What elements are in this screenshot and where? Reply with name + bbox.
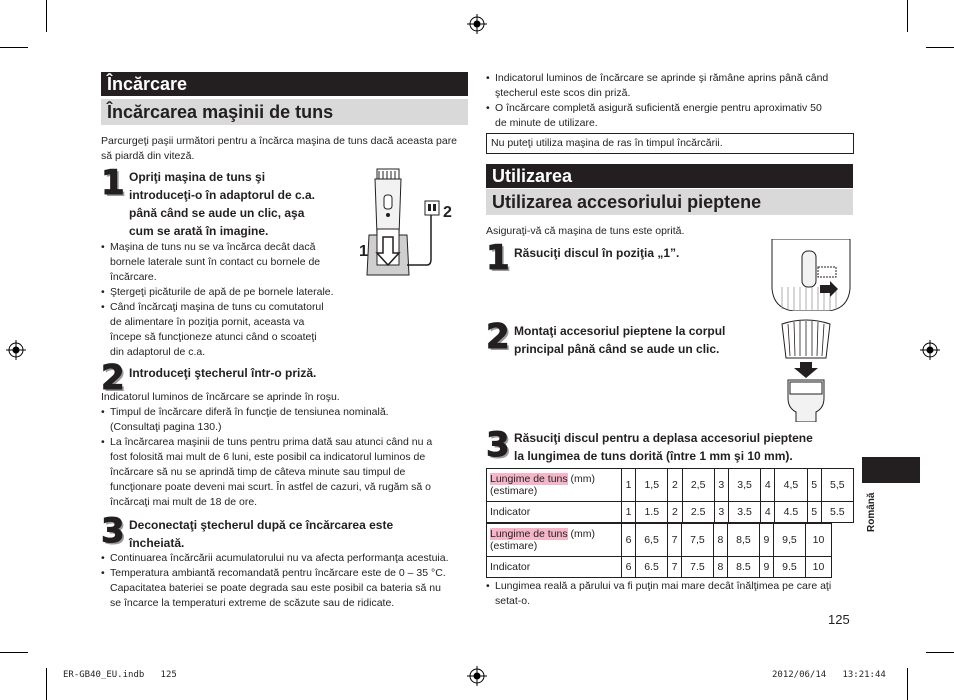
subsection-title-comb: Utilizarea accesoriului pieptene xyxy=(486,189,853,215)
table-cell: 4 xyxy=(761,469,775,502)
registration-mark-icon xyxy=(920,340,940,360)
list-item: • La încărcarea maşinii de tuns pentru prima dată sau atunci când nu a fost folosită mai mult de 6 luni, este posibil ca indicatorul luminos de încărcare să nu se aprindă timp de câteva minute sau timpul de funcţionare poate deveni mai scurt. În astfel de cazuri, vă rugăm să o încărcaţi mai mult de 18 de ore. xyxy=(101,435,466,510)
page-number: 125 xyxy=(828,612,850,627)
right-bottom-bullets xyxy=(486,579,856,609)
step1-bullets xyxy=(101,240,351,360)
right-top-bullets xyxy=(486,71,856,131)
step2-bullets xyxy=(101,405,466,510)
table-cell: 10 xyxy=(805,524,831,557)
table-cell: 3.5 xyxy=(728,502,760,523)
table-cell: 4,5 xyxy=(775,469,807,502)
table-cell: 7 xyxy=(667,557,681,578)
table-cell: 7,5 xyxy=(682,524,714,557)
step3-bullets xyxy=(101,551,469,611)
step1-title: Opriţi maşina de tuns şi introduceţi-o în adaptorul de c.a. până când se aude un clic, aşa cum se arată în imagine. xyxy=(129,170,316,238)
list-item: • Lungimea reală a părului va fi puţin mai mare decât înălţimea pe care aţi setat-o. xyxy=(486,579,856,609)
step-number: 1 xyxy=(486,238,510,278)
step2-text: Indicatorul luminos de încărcare se aprinde în roşu. xyxy=(101,391,340,403)
figure-label-1: 1 xyxy=(359,243,368,260)
table-header-length: Lungime de tuns (mm) (estimare) xyxy=(487,469,622,502)
table-cell: 1 xyxy=(622,469,636,502)
table-row xyxy=(487,557,832,578)
footer-date: 2012/06/14 13:21:44 xyxy=(772,670,886,680)
language-side-tab xyxy=(862,457,920,483)
comb-attachment-illustration xyxy=(776,318,836,422)
figure-label-2: 2 xyxy=(443,204,452,221)
table-cell: 4.5 xyxy=(775,502,807,523)
usage-step3-title: Răsuciţi discul pentru a deplasa accesoriul pieptene la lungimea de tuns dorită (între 1 mm şi 10 mm). xyxy=(514,431,813,463)
table-cell: 8.5 xyxy=(727,557,759,578)
section-title-charging: Încărcare xyxy=(101,72,468,96)
table-cell: 6 xyxy=(622,557,636,578)
note-box: Nu puteţi utiliza maşina de ras în timpul încărcării. xyxy=(486,133,854,154)
footer-file: ER-GB40_EU.indb 125 xyxy=(63,670,177,680)
usage-step1-title: Răsuciţi discul în poziţia „1”. xyxy=(514,246,680,260)
table-header-indicator: Indicator xyxy=(487,557,622,578)
step-number: 2 xyxy=(486,317,510,357)
table-cell: 10 xyxy=(805,557,831,578)
list-item: • Temperatura ambiantă recomandată pentru încărcare este de 0 – 35 °C. Capacitatea bateriei se poate degrada sau este posibil ca bateria să nu se încarce la temperaturi extreme de scăzute sau de ridicate. xyxy=(101,566,469,611)
table-cell: 3 xyxy=(714,502,728,523)
step-number: 2 xyxy=(101,358,125,398)
usage-step2-title: Montaţi accesoriul pieptene la corpul principal până când se aude un clic. xyxy=(514,324,726,356)
step-number: 3 xyxy=(101,511,125,551)
table-cell: 2,5 xyxy=(682,469,714,502)
table-cell: 6,5 xyxy=(636,524,668,557)
table-cell: 1,5 xyxy=(636,469,668,502)
registration-mark-icon xyxy=(6,340,26,360)
table-cell: 7.5 xyxy=(682,557,714,578)
registration-mark-icon xyxy=(467,666,487,686)
section-title-usage: Utilizarea xyxy=(486,164,853,188)
table-cell: 9.5 xyxy=(773,557,805,578)
table-cell: 1.5 xyxy=(636,502,668,523)
list-item: • O încărcare completă asigură suficientă energie pentru aproximativ 50 de minute de utilizare. xyxy=(486,101,856,131)
language-label: Română xyxy=(866,492,877,532)
dial-illustration xyxy=(768,239,854,311)
table-cell: 2.5 xyxy=(682,502,714,523)
list-item: • Indicatorul luminos de încărcare se aprinde şi rămâne aprins până când ştecherul este scos din priză. xyxy=(486,71,856,101)
table-cell: 8,5 xyxy=(727,524,759,557)
registration-mark-icon xyxy=(467,14,487,34)
step-number: 3 xyxy=(486,425,510,465)
table-cell: 8 xyxy=(713,557,727,578)
cut-length-table-1 xyxy=(486,468,854,523)
table-cell: 9 xyxy=(759,557,773,578)
table-cell: 9 xyxy=(759,524,773,557)
table-row xyxy=(487,469,854,502)
table-cell: 3 xyxy=(714,469,728,502)
table-cell: 5.5 xyxy=(821,502,853,523)
charging-intro: Parcurgeţi paşii următori pentru a încărca maşina de tuns dacă aceasta pare să piardă din viteză. xyxy=(101,135,458,162)
table-cell: 6 xyxy=(622,524,636,557)
list-item: • Continuarea încărcării acumulatorului nu va afecta performanţa acestuia. xyxy=(101,551,469,566)
table-cell: 4 xyxy=(761,502,775,523)
table-cell: 6.5 xyxy=(636,557,668,578)
step2-title: Introduceţi ştecherul într-o priză. xyxy=(129,366,317,380)
table-header-indicator: Indicator xyxy=(487,502,622,523)
table-cell: 5 xyxy=(807,502,821,523)
list-item: • Timpul de încărcare diferă în funcţie de tensiunea nominală. (Consultaţi pagina 130.) xyxy=(101,405,466,435)
trimmer-charging-illustration xyxy=(355,165,465,285)
table-row xyxy=(487,524,832,557)
list-item: • Ştergeţi picăturile de apă de pe bornele laterale. xyxy=(101,285,351,300)
table-cell: 2 xyxy=(668,502,682,523)
table-cell: 8 xyxy=(713,524,727,557)
table-row xyxy=(487,502,854,523)
step3-title: Deconectaţi ştecherul după ce încărcarea este încheiată. xyxy=(129,518,394,550)
step-number: 1 xyxy=(101,163,125,203)
subsection-title-charging: Încărcarea maşinii de tuns xyxy=(101,99,468,125)
table-cell: 9,5 xyxy=(773,524,805,557)
table-cell: 5,5 xyxy=(821,469,853,502)
list-item: • Maşina de tuns nu se va încărca decât dacă bornele laterale sunt în contact cu bornele de încărcare. xyxy=(101,240,351,285)
usage-intro: Asiguraţi-vă că maşina de tuns este oprită. xyxy=(486,225,685,237)
table-cell: 3,5 xyxy=(728,469,760,502)
table-cell: 7 xyxy=(667,524,681,557)
cut-length-table-2 xyxy=(486,523,832,578)
table-cell: 5 xyxy=(807,469,821,502)
list-item: • Când încărcaţi maşina de tuns cu comutatorul de alimentare în poziţia pornit, aceasta va începe să funcţioneze atunci când o scoateţi din adaptorul de c.a. xyxy=(101,300,351,360)
table-cell: 2 xyxy=(668,469,682,502)
table-header-length: Lungime de tuns (mm) (estimare) xyxy=(487,524,622,557)
table-cell: 1 xyxy=(622,502,636,523)
